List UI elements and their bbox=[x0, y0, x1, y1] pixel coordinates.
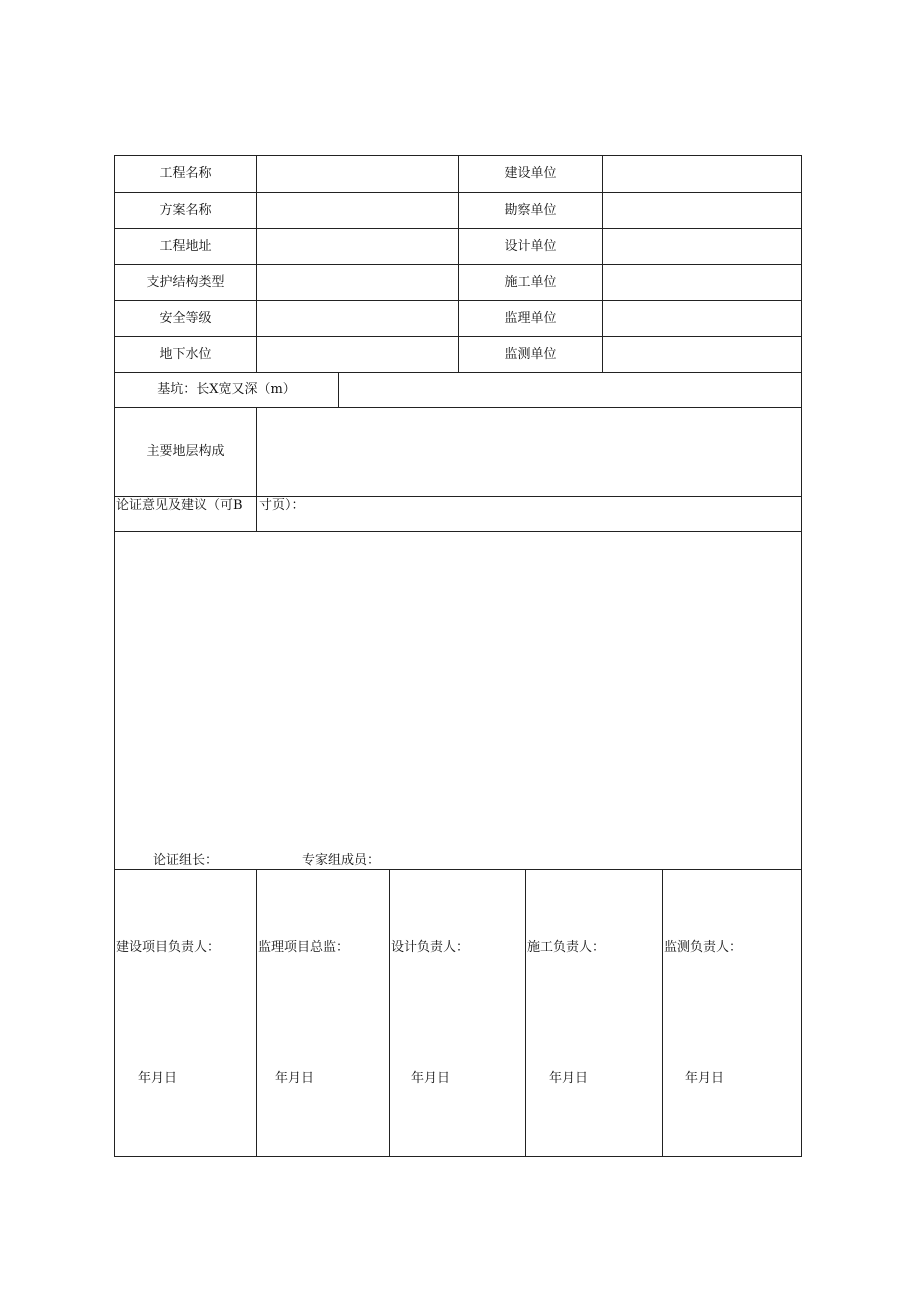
label-pit-dimensions: 基坑：长X宽又深（m） bbox=[157, 382, 296, 397]
label-monitoring-unit: 监测单位 bbox=[504, 347, 557, 362]
label-main-strata: 主要地层构成 bbox=[146, 444, 225, 459]
chief-supervisor-label: 监理项目总监： bbox=[258, 940, 350, 955]
label-design-unit: 设计单位 bbox=[504, 239, 557, 254]
label-safety-grade: 安全等级 bbox=[159, 311, 212, 326]
col-divider bbox=[256, 407, 257, 531]
date-construction: 年月日 bbox=[138, 1071, 178, 1086]
date-design: 年月日 bbox=[411, 1071, 451, 1086]
date-supervision: 年月日 bbox=[275, 1071, 315, 1086]
label-survey-unit: 勘察单位 bbox=[504, 203, 557, 218]
border-right bbox=[801, 155, 802, 1157]
label-project-address: 工程地址 bbox=[159, 239, 212, 254]
design-leader-label: 设计负责人： bbox=[391, 940, 470, 955]
date-monitoring: 年月日 bbox=[685, 1071, 725, 1086]
col-divider bbox=[602, 155, 603, 372]
label-project-name: 工程名称 bbox=[159, 166, 212, 181]
col-divider bbox=[256, 869, 257, 1156]
label-opinion-part1: 论证意见及建议（可B bbox=[116, 498, 243, 513]
construction-project-leader-label: 建设项目负责人： bbox=[116, 940, 221, 955]
row-divider bbox=[114, 407, 802, 408]
row-divider bbox=[114, 496, 802, 497]
label-groundwater-level: 地下水位 bbox=[159, 347, 212, 362]
label-supervision-unit: 监理单位 bbox=[504, 311, 557, 326]
col-divider bbox=[256, 155, 257, 372]
col-divider bbox=[389, 869, 390, 1156]
label-builder-unit: 施工单位 bbox=[504, 275, 557, 290]
row-divider bbox=[114, 531, 802, 532]
label-support-structure-type: 支护结构类型 bbox=[146, 275, 225, 290]
col-divider bbox=[458, 155, 459, 372]
expert-members-label: 专家组成员： bbox=[302, 853, 381, 868]
label-construction-unit: 建设单位 bbox=[504, 166, 557, 181]
col-divider bbox=[338, 372, 339, 407]
row-divider bbox=[114, 869, 802, 870]
col-divider bbox=[662, 869, 663, 1156]
col-divider bbox=[525, 869, 526, 1156]
label-opinion-part2: 寸页）： bbox=[259, 498, 305, 513]
label-plan-name: 方案名称 bbox=[159, 203, 212, 218]
row-divider bbox=[114, 372, 802, 373]
monitoring-leader-label: 监测负责人： bbox=[664, 940, 743, 955]
date-builder: 年月日 bbox=[549, 1071, 589, 1086]
border-bottom bbox=[114, 1156, 802, 1157]
border-left bbox=[114, 155, 115, 1157]
builder-leader-label: 施工负责人： bbox=[527, 940, 606, 955]
review-leader-label: 论证组长： bbox=[153, 853, 219, 868]
